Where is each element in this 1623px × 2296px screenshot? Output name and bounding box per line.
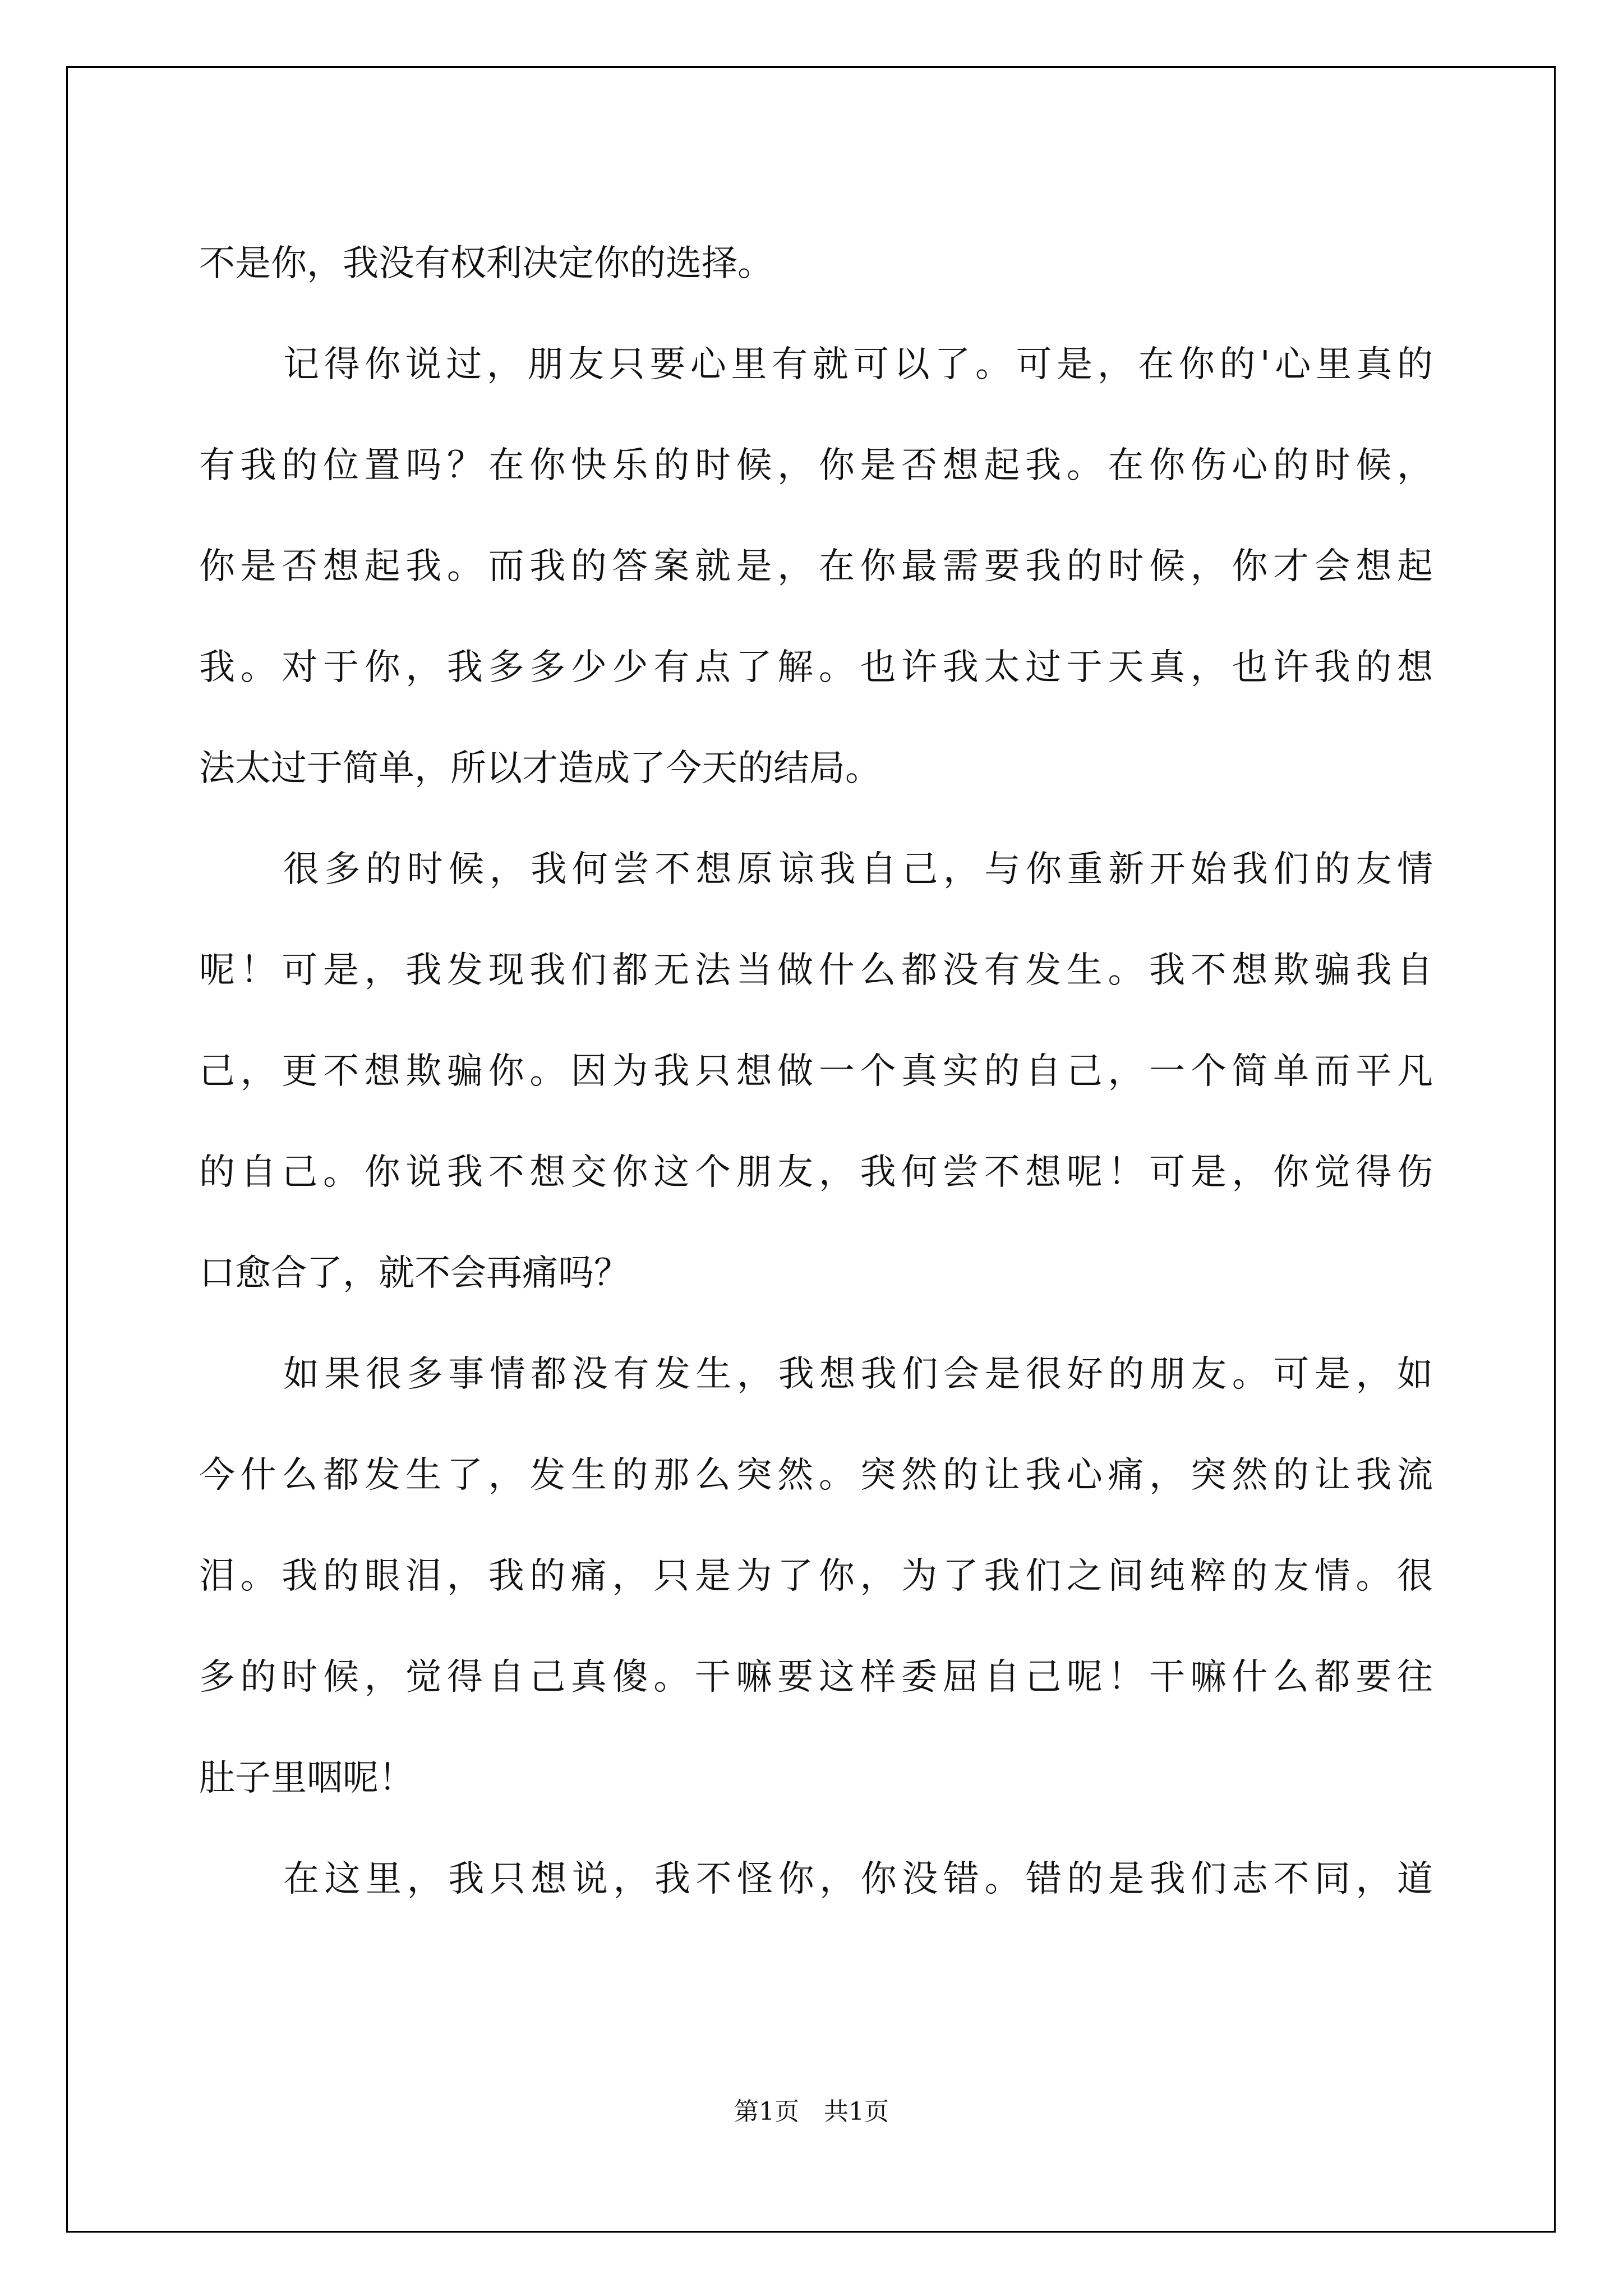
text-line: 在这里，我只想说，我不怪你，你没错。错的是我们志不同，道 xyxy=(283,1858,1433,1900)
text-line: 不是你，我没有权利决定你的选择。 xyxy=(199,243,773,284)
text-line: 法太过于简单，所以才造成了今天的结局。 xyxy=(199,748,881,789)
text-line: 今什么都发生了，发生的那么突然。突然的让我心痛，突然的让我流 xyxy=(199,1455,1433,1496)
page-number: 第1页 共1页 xyxy=(734,2097,889,2126)
text-line: 多的时候，觉得自己真傻。干嘛要这样委屈自己呢！干嘛什么都要往 xyxy=(199,1657,1433,1698)
text-line: 有我的位置吗？在你快乐的时候，你是否想起我。在你伤心的时候， xyxy=(199,445,1433,486)
text-line: 很多的时候，我何尝不想原谅我自己，与你重新开始我们的友情 xyxy=(283,849,1433,890)
text-line: 口愈合了，就不会再痛吗？ xyxy=(199,1253,630,1294)
text-line: 记得你说过，朋友只要心里有就可以了。可是，在你的'心里真的 xyxy=(283,344,1433,385)
text-line: 你是否想起我。而我的答案就是，在你最需要我的时候，你才会想起 xyxy=(199,546,1433,587)
text-line: 我。对于你，我多多少少有点了解。也许我太过于天真，也许我的想 xyxy=(199,647,1433,688)
text-line: 呢！可是，我发现我们都无法当做什么都没有发生。我不想欺骗我自 xyxy=(199,950,1433,991)
text-line: 泪。我的眼泪，我的痛，只是为了你，为了我们之间纯粹的友情。很 xyxy=(199,1556,1433,1597)
document-body xyxy=(199,213,1433,1930)
text-line: 肚子里咽呢！ xyxy=(199,1757,414,1799)
text-line: 如果很多事情都没有发生，我想我们会是很好的朋友。可是，如 xyxy=(283,1354,1433,1395)
text-line: 的自己。你说我不想交你这个朋友，我何尝不想呢！可是，你觉得伤 xyxy=(199,1152,1433,1193)
text-line: 己，更不想欺骗你。因为我只想做一个真实的自己，一个简单而平凡 xyxy=(199,1051,1433,1092)
